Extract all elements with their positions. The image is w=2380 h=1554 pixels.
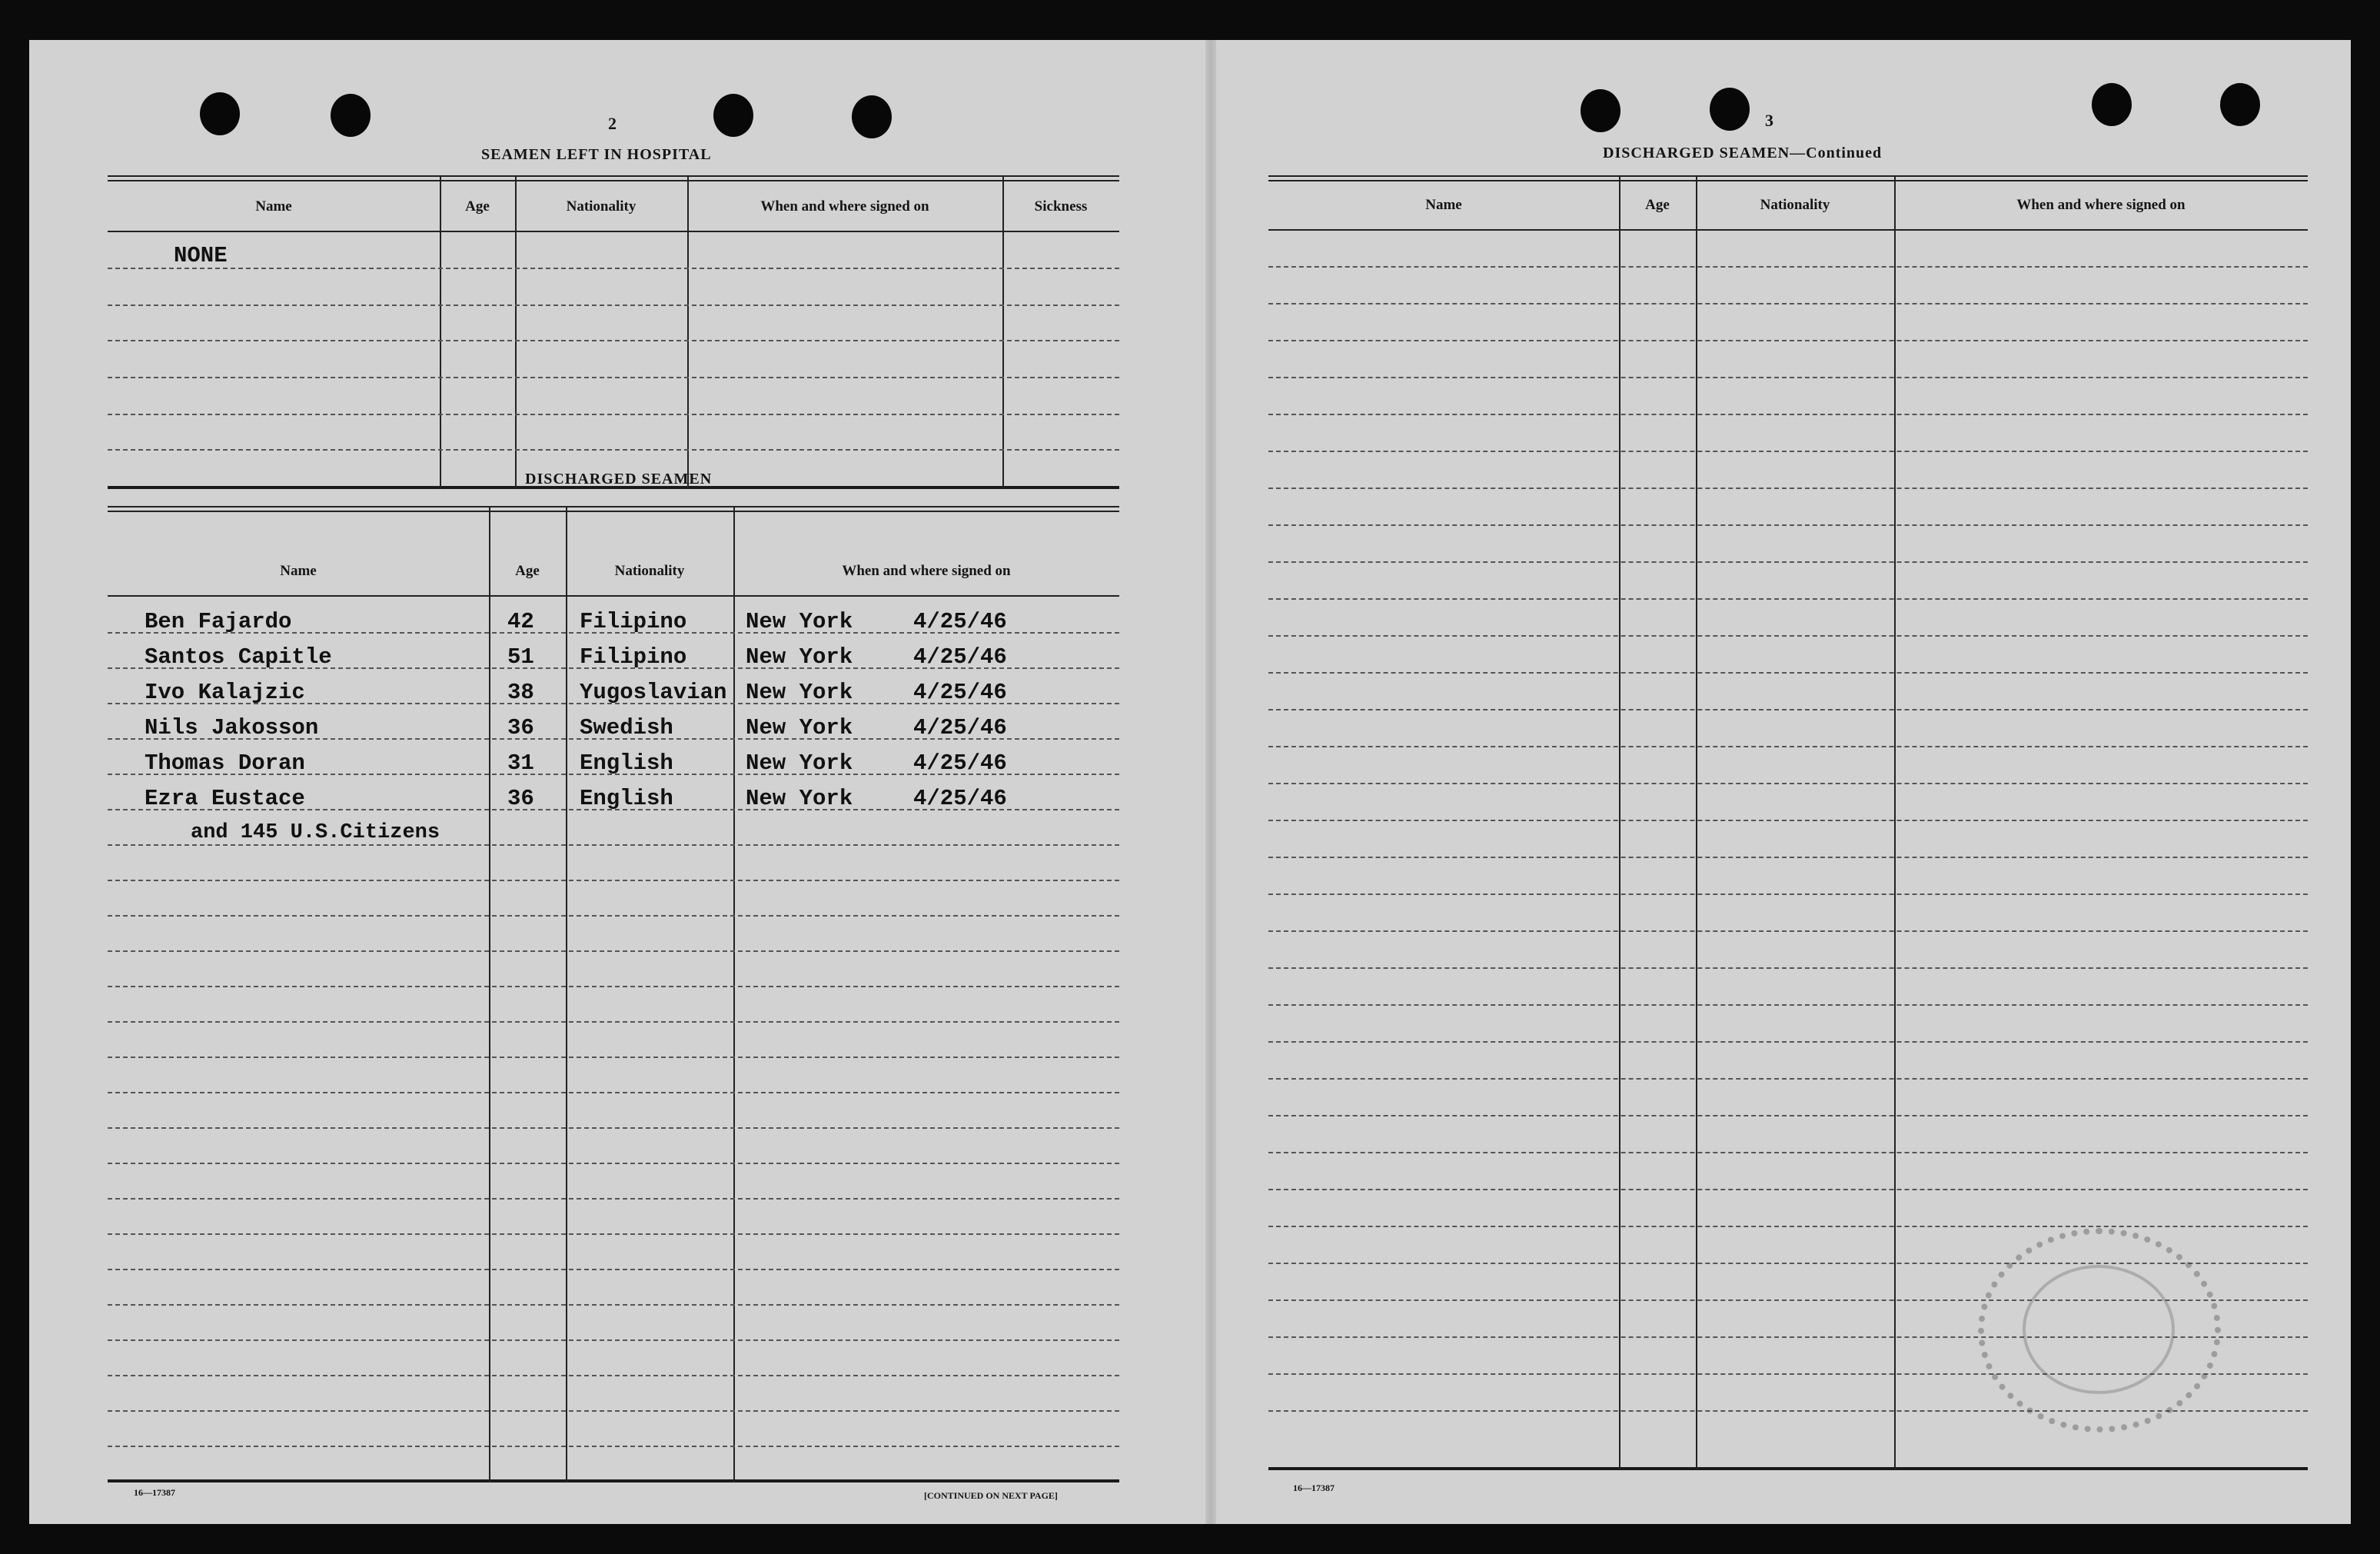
seaman-name: Ezra Eustace [145, 786, 305, 811]
discharged-section-title: DISCHARGED SEAMEN [525, 471, 713, 487]
seaman-age: 38 [507, 680, 534, 705]
seaman-name: Thomas Doran [145, 750, 305, 776]
signed-on-date: 4/25/46 [913, 609, 1007, 634]
left-form-number: 16—17387 [134, 1487, 175, 1498]
punch-hole [713, 94, 753, 137]
seaman-nationality: Yugoslavian [580, 680, 727, 705]
seaman-age: 36 [507, 715, 534, 740]
continued-header-name: Name [1425, 197, 1462, 213]
hospital-table [108, 175, 1119, 491]
punch-hole [2220, 83, 2260, 126]
punch-hole [852, 95, 892, 138]
signed-on-place: New York [746, 715, 853, 740]
punch-hole [200, 92, 240, 135]
seaman-nationality: English [580, 786, 673, 811]
seaman-nationality: Filipino [580, 644, 687, 670]
punch-hole [2092, 83, 2132, 126]
signed-on-date: 4/25/46 [913, 680, 1007, 705]
hospital-section-title: SEAMEN LEFT IN HOSPITAL [481, 146, 712, 163]
seaman-name: Ivo Kalajzic [145, 680, 305, 705]
seaman-age: 31 [507, 750, 534, 776]
hospital-entry: NONE [174, 243, 228, 268]
punch-hole [1710, 88, 1750, 131]
discharged-header-name: Name [280, 563, 317, 579]
signed-on-date: 4/25/46 [913, 644, 1007, 670]
signed-on-place: New York [746, 786, 853, 811]
seaman-nationality: English [580, 750, 673, 776]
seaman-age: 36 [507, 786, 534, 811]
signed-on-place: New York [746, 750, 853, 776]
continued-header-nationality: Nationality [1760, 197, 1830, 213]
seaman-age: 51 [507, 644, 534, 670]
seaman-name: Ben Fajardo [145, 609, 292, 634]
punch-hole [331, 94, 371, 137]
seaman-name: Santos Capitle [145, 644, 332, 670]
right-form-number: 16—17387 [1293, 1482, 1335, 1493]
continued-header-signed-on: When and where signed on [2016, 197, 2186, 213]
hospital-header-signed-on: When and where signed on [760, 198, 929, 215]
continued-note: [CONTINUED ON NEXT PAGE] [924, 1490, 1058, 1501]
discharged-header-nationality: Nationality [614, 563, 685, 579]
received-stamp [1978, 1228, 2221, 1433]
seaman-name: Nils Jakosson [145, 715, 319, 740]
right-page-number: 3 [1765, 111, 1773, 130]
citizens-note: and 145 U.S.Citizens [191, 821, 440, 844]
signed-on-date: 4/25/46 [913, 715, 1007, 740]
punch-hole [1581, 89, 1620, 132]
seaman-nationality: Swedish [580, 715, 673, 740]
hospital-header-sickness: Sickness [1034, 198, 1088, 215]
hospital-header-nationality: Nationality [566, 198, 637, 215]
signed-on-date: 4/25/46 [913, 786, 1007, 811]
page-fold [1205, 40, 1216, 1524]
hospital-header-name: Name [255, 198, 292, 215]
continued-header-age: Age [1645, 197, 1670, 213]
seaman-age: 42 [507, 609, 534, 634]
discharged-table [108, 506, 1119, 1484]
discharged-header-age: Age [515, 563, 540, 579]
seaman-nationality: Filipino [580, 609, 687, 634]
signed-on-date: 4/25/46 [913, 750, 1007, 776]
signed-on-place: New York [746, 609, 853, 634]
signed-on-place: New York [746, 680, 853, 705]
left-page-number: 2 [608, 114, 617, 133]
right-section-title: DISCHARGED SEAMEN—Continued [1603, 145, 1883, 161]
hospital-header-age: Age [465, 198, 490, 215]
discharged-header-signed-on: When and where signed on [842, 563, 1011, 579]
document-sheet [29, 40, 2351, 1524]
signed-on-place: New York [746, 644, 853, 670]
